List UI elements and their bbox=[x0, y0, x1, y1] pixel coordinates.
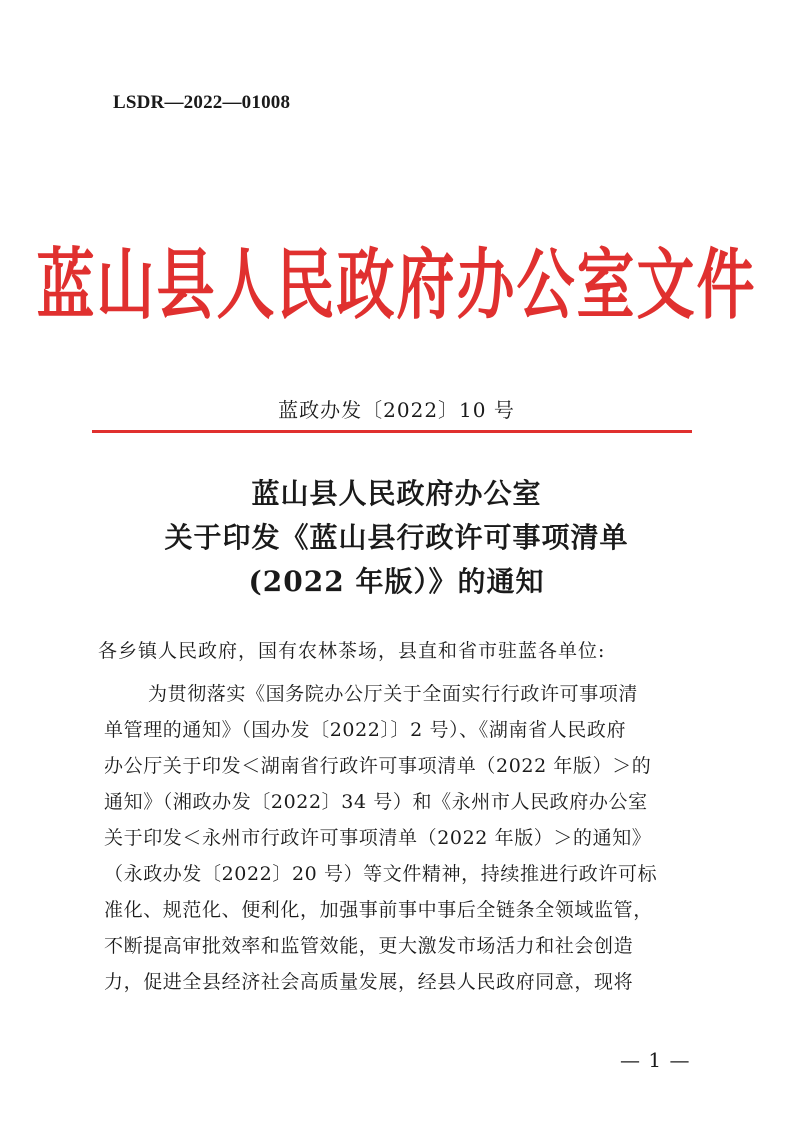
body-line-2: 单管理的通知》（国办发〔2022〕〕2 号）、《湖南省人民政府 bbox=[104, 719, 627, 741]
notice-title-line-2: 关于印发《蓝山县行政许可事项清单 bbox=[164, 521, 629, 554]
body-line-6: （永政办发〔2022〕20 号）等文件精神，持续推进行政许可标 bbox=[104, 863, 658, 885]
page-number: — 1 — bbox=[620, 1048, 691, 1072]
body-line-3: 办公厅关于印发＜湖南省行政许可事项清单（2022 年版）＞的 bbox=[104, 755, 652, 777]
issuing-authority-title: 蓝山县人民政府办公室文件 bbox=[36, 240, 757, 330]
red-separator-rule bbox=[92, 430, 692, 433]
body-line-7: 准化、规范化、便利化，加强事前事中事后全链条全领域监管， bbox=[104, 899, 653, 921]
body-line-8: 不断提高审批效率和监管效能，更大激发市场活力和社会创造 bbox=[104, 935, 634, 957]
body-line-9: 力，促进全县经济社会高质量发展，经县人民政府同意，现将 bbox=[104, 971, 634, 993]
document-code: LSDR—2022—01008 bbox=[113, 92, 291, 113]
salutation: 各乡镇人民政府，国有农林茶场，县直和省市驻蓝各单位: bbox=[98, 640, 606, 662]
body-line-1: 为贯彻落实《国务院办公厅关于全面实行行政许可事项清 bbox=[148, 683, 639, 705]
notice-title-line-3: (2022 年版）》的通知 bbox=[248, 565, 545, 598]
body-line-5: 关于印发＜永州市行政许可事项清单（2022 年版）＞的通知》 bbox=[104, 827, 652, 849]
body-line-4: 通知》（湘政办发〔2022〕34 号）和《永州市人民政府办公室 bbox=[104, 791, 648, 813]
notice-title bbox=[0, 472, 793, 604]
notice-title-line-1: 蓝山县人民政府办公室 bbox=[251, 477, 542, 510]
document-number: 蓝政办发〔2022〕10 号 bbox=[278, 398, 515, 422]
body-paragraph bbox=[104, 676, 704, 1000]
